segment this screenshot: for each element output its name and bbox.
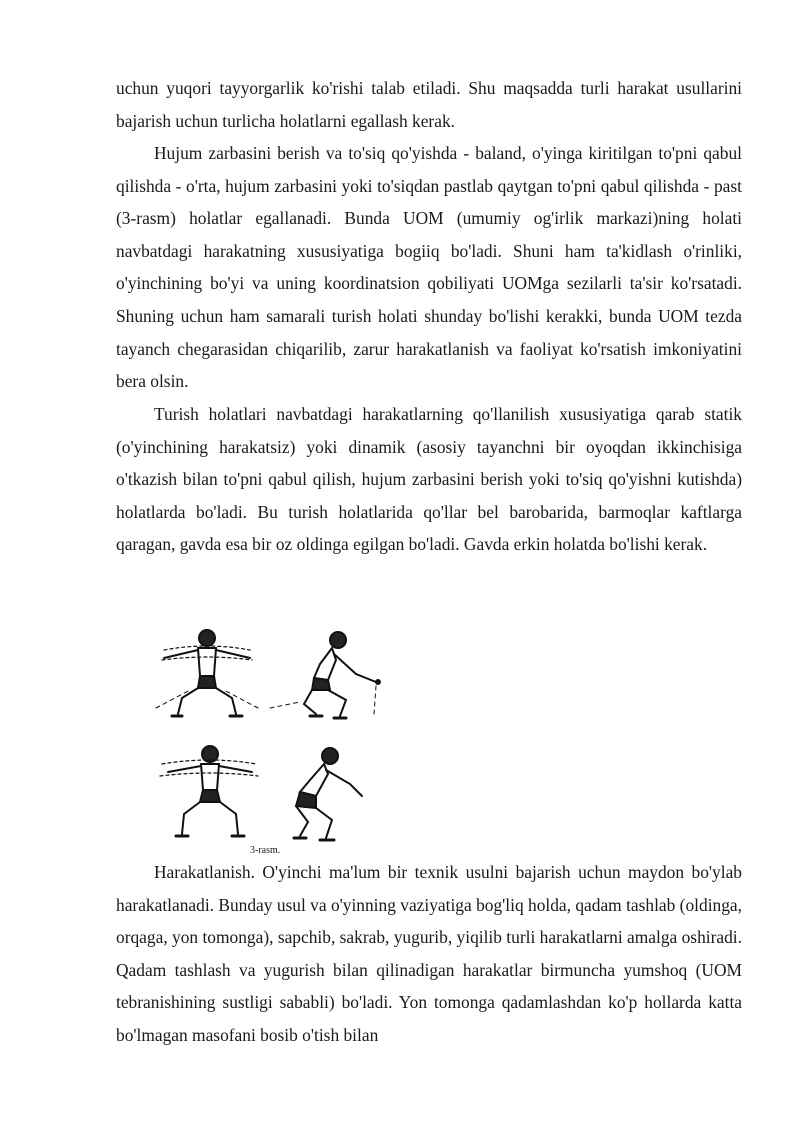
paragraph-2: Hujum zarbasini berish va to'siq qo'yishda - baland, o'yinga kiritilgan to'pni qabul qilishda - o'rta, hujum zarbasini yoki to'siqdan pastlab qaytgan to'pni qabul qilishda - past (3-rasm) holatlar egallanadi. Bunda UOM (umumiy og'irlik markazi)ning holati navbatdagi harakatning xususiyatiga bogiiq bo'ladi. Shuni ham ta'kidlash o'rinliki, o'yinchining bo'yi va uning koordinatsion qobiliyati UOMga sezilarli ta'sir ko'rsatadi. Shuning uchun ham samarali turish holati shunday bo'lishi kerakki, bunda UOM tezda tayanch chegarasidan chiqarilib, zarur harakatlanish va faoliyat ko'rsatish imkoniyatini bera olsin. bbox=[116, 143, 742, 392]
figure-caption: 3-rasm. bbox=[250, 845, 281, 856]
paragraph-3: Turish holatlari navbatdagi harakatlarning qo'llanilish xususiyatiga qarab statik (o'yinchining harakatsiz) yoki dinamik (asosiy tayanchni bir oyoqdan ikkinchisiga o'tkazish bilan to'pni qabul qilish, hujum zarbasini berish yoki to'siq qo'yishni kutishda) holatlarda bo'ladi. Bu turish holatlarida qo'llar bel barobarida, barmoqlar kaftlarga qaragan, gavda esa bir oz oldinga egilgan bo'ladi. Gavda erkin holatda bo'lishi kerak. bbox=[116, 404, 742, 555]
side-stance-figure-bottom bbox=[294, 748, 362, 840]
front-stance-figure-top bbox=[156, 630, 258, 716]
side-stance-figure-top bbox=[270, 632, 380, 718]
volleyball-stance-illustration bbox=[150, 624, 390, 860]
paragraph-1: uchun yuqori tayyorgarlik ko'rishi talab etiladi. Shu maqsadda turli harakat usullarini bajarish uchun turlicha holatlarni egallash kerak. bbox=[116, 78, 742, 131]
front-stance-figure-bottom bbox=[160, 746, 258, 836]
paragraph-4: Harakatlanish. O'yinchi ma'lum bir texnik usulni bajarish uchun maydon bo'ylab harakatlanadi. Bunday usul va o'yinning vaziyatiga bog'liq holda, qadam tashlab (oldinga, orqaga, yon tomonga), sapchib, sakrab, yugurib, yiqilib turli harakatlarni amalga oshiradi. Qadam tashlash va yugurish bilan qilinadigan harakatlar birmuncha yumshoq (UOM tebranishining sustligi sababli) bo'ladi. Yon tomonga qadamlashdan ko'p hollarda katta bo'lmagan masofani bosib o'tish bilan bbox=[116, 862, 742, 1045]
